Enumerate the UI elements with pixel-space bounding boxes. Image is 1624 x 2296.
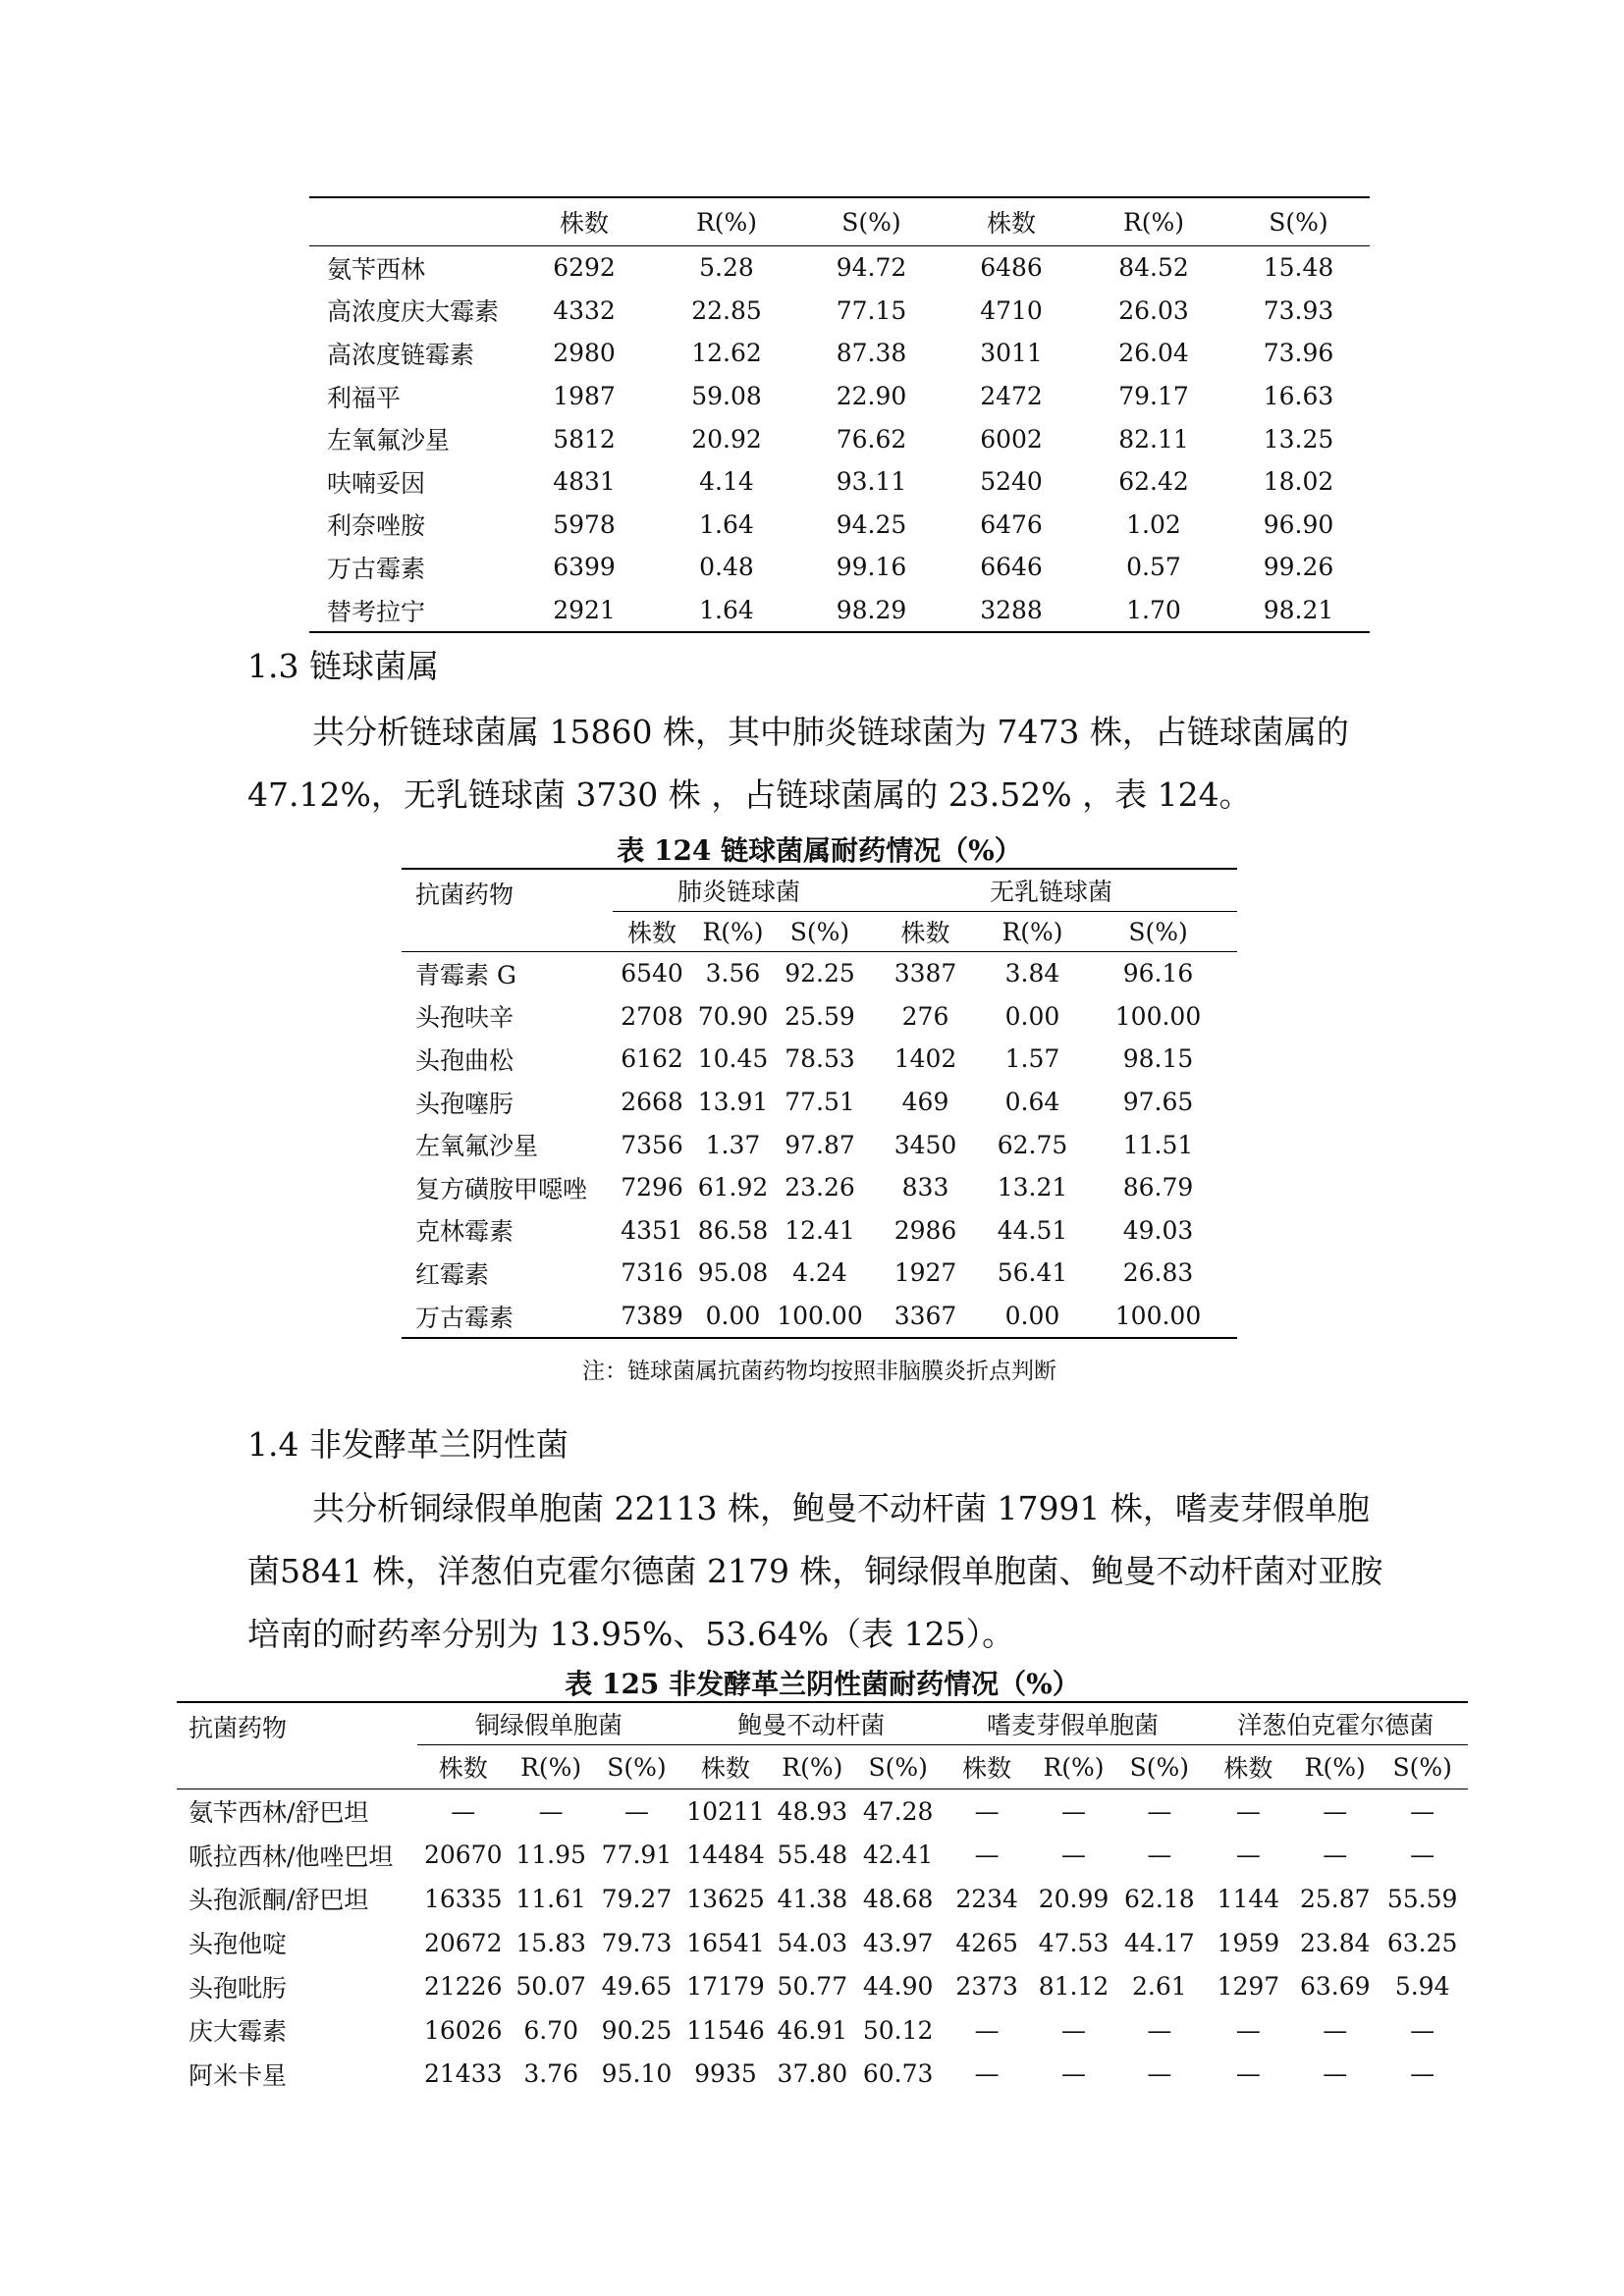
table-cell: 0.00: [691, 1295, 775, 1339]
table-cell: 79.17: [1118, 382, 1189, 411]
table-cell: 12.41: [785, 1215, 855, 1245]
column-header: 株数: [865, 912, 986, 952]
table-cell: 0.00: [1004, 1001, 1060, 1031]
table-row: [177, 2053, 1468, 2097]
table-cell: 15.83: [515, 1928, 586, 1957]
table-cell: —: [1147, 2059, 1172, 2089]
table-cell: 44.51: [997, 1215, 1068, 1245]
table-cell: 2472: [980, 382, 1043, 411]
table-cell: 20.99: [1038, 1884, 1110, 1913]
table-cell: 70.90: [697, 1001, 769, 1031]
table-cell: —: [623, 1796, 649, 1826]
drug-name-cell: 氨苄西林: [327, 254, 426, 284]
table-cell: 21226: [423, 1972, 503, 2002]
table-cell: 16026: [423, 2015, 503, 2045]
table-cell: 3.84: [1004, 959, 1060, 988]
column-header: 株数: [417, 1745, 510, 1789]
table-cell: 76.62: [836, 424, 907, 454]
table-cell: 11.51: [1122, 1130, 1194, 1159]
enterococcus-resistance-table: [309, 196, 1370, 633]
table-row: [402, 1038, 1237, 1081]
table-cell: 13.25: [1263, 424, 1334, 454]
column-header: R(%): [653, 197, 800, 246]
table-cell: 4332: [553, 295, 616, 325]
table-row: [177, 1921, 1468, 1965]
drug-name-cell: 利奈唑胺: [327, 511, 426, 541]
section-1-4-paragraph: 共分析铜绿假单胞菌 22113 株，鲍曼不动杆菌 17991 株，嗜麦芽假单胞菌5841 株，洋葱伯克霍尔德菌 2179 株，铜绿假单胞菌、鲍曼不动杆菌对亚胺培南的耐药率分别为 13.95%、53.64%（表 125）。: [247, 1489, 1383, 1653]
table-cell: —: [1147, 1841, 1172, 1870]
table-cell: 50.07: [515, 1972, 586, 2002]
table-cell: 833: [901, 1173, 949, 1202]
table-cell: 99.26: [1263, 553, 1334, 582]
table-cell: —: [1410, 2059, 1435, 2089]
table-cell: 55.48: [777, 1841, 848, 1870]
table-cell: 5978: [553, 509, 616, 539]
table-cell: 16.63: [1263, 382, 1334, 411]
table-cell: 25.59: [785, 1001, 855, 1031]
table-cell: 6162: [621, 1044, 683, 1074]
table-cell: 5812: [553, 424, 616, 454]
table-cell: 13.91: [697, 1088, 769, 1117]
table-cell: 60.73: [862, 2059, 934, 2089]
table-cell: —: [1410, 2015, 1435, 2045]
table-cell: 63.25: [1386, 1928, 1458, 1957]
column-header: S(%): [800, 197, 943, 246]
table-row: [402, 1295, 1237, 1339]
table-cell: —: [1235, 2015, 1261, 2045]
table-cell: 1.37: [705, 1130, 761, 1159]
column-header: 株数: [515, 197, 653, 246]
table-row: [309, 246, 1370, 290]
column-header: 株数: [680, 1745, 771, 1789]
table-cell: 7316: [621, 1258, 683, 1288]
table-cell: 56.41: [997, 1258, 1068, 1288]
organism-group-header: 洋葱伯克霍尔德菌: [1204, 1702, 1468, 1745]
table-cell: —: [1061, 1796, 1087, 1826]
table-cell: 1.02: [1126, 509, 1181, 539]
drug-name-cell: 红霉素: [415, 1259, 490, 1289]
drug-name-cell: 头孢吡肟: [189, 1973, 288, 2002]
table-cell: 20672: [423, 1928, 503, 1957]
section-heading-1-3: 1.3 链球菌属: [247, 647, 439, 685]
table-cell: 6476: [980, 509, 1043, 539]
table-cell: 1927: [893, 1258, 957, 1288]
table-cell: 63.69: [1299, 1972, 1371, 2002]
table-cell: 2.61: [1132, 1972, 1187, 2002]
drug-name-cell: 青霉素 G: [415, 960, 516, 989]
column-header: S(%): [1377, 1745, 1468, 1789]
table-cell: 3367: [865, 1295, 986, 1339]
column-header: R(%): [1032, 1745, 1115, 1789]
table-cell: 1.64: [653, 589, 800, 633]
drug-name-cell: 万古霉素: [402, 1295, 613, 1339]
table-cell: 11.61: [515, 1884, 586, 1913]
table-cell: —: [974, 1796, 1000, 1826]
table-cell: 98.15: [1122, 1044, 1194, 1074]
table-cell: —: [1323, 1841, 1348, 1870]
table-cell: 77.15: [836, 295, 907, 325]
table-124-caption: 表 124 链球菌属耐药情况（%）: [617, 834, 1022, 867]
table-cell: 100.00: [775, 1295, 865, 1339]
table-cell: 0.64: [1004, 1088, 1060, 1117]
table-cell: 44.90: [862, 1972, 934, 2002]
drug-name-cell: 万古霉素: [327, 554, 426, 583]
table-cell: 49.03: [1122, 1215, 1194, 1245]
column-header: 株数: [1204, 1745, 1294, 1789]
column-header: [309, 197, 515, 246]
table-cell: 48.93: [777, 1796, 848, 1826]
table-cell: 16335: [423, 1884, 503, 1913]
table-cell: 95.10: [601, 2059, 673, 2089]
table-cell: 2234: [955, 1884, 1018, 1913]
table-cell: —: [974, 2059, 1000, 2089]
drug-name-cell: 克林霉素: [415, 1217, 514, 1247]
table-cell: —: [1061, 2015, 1087, 2045]
table-cell: 10.45: [697, 1044, 769, 1074]
drug-name-cell: 庆大霉素: [189, 2017, 288, 2047]
table-cell: 50.77: [777, 1972, 848, 2002]
table-cell: 16541: [686, 1928, 765, 1957]
table-cell: 81.12: [1038, 1972, 1110, 2002]
table-cell: 2373: [955, 1972, 1018, 2002]
table-cell: 86.58: [697, 1215, 769, 1245]
table-cell: 99.16: [836, 553, 907, 582]
table-cell: 4351: [621, 1215, 683, 1245]
drug-name-cell: 头孢曲松: [415, 1045, 514, 1075]
column-header: 株数: [613, 912, 691, 952]
table-cell: 22.90: [836, 382, 907, 411]
table-cell: —: [451, 1796, 476, 1826]
table-cell: 7296: [621, 1173, 683, 1202]
table-cell: 3.76: [523, 2059, 578, 2089]
table-cell: 23.26: [785, 1173, 855, 1202]
drug-name-cell: 左氧氟沙星: [327, 426, 451, 455]
streptococcus-resistance-table: [402, 868, 1237, 1339]
column-header: 株数: [942, 1745, 1032, 1789]
drug-name-cell: 阿米卡星: [189, 2060, 288, 2090]
table-cell: —: [1235, 1796, 1261, 1826]
table-cell: 1.64: [699, 509, 754, 539]
table-cell: 11546: [686, 2015, 765, 2045]
column-header: S(%): [1227, 197, 1370, 246]
drug-name-cell: 呋喃妥因: [327, 468, 426, 498]
table-cell: 12.62: [691, 339, 762, 368]
table-cell: 6486: [980, 253, 1043, 283]
table-cell: 98.21: [1227, 589, 1370, 633]
column-header: R(%): [771, 1745, 854, 1789]
organism-group-header: 无乳链球菌: [865, 869, 1237, 912]
table-cell: —: [1323, 1796, 1348, 1826]
table-row: [309, 589, 1370, 633]
table-row: [402, 1252, 1237, 1295]
drug-name-cell: 复方磺胺甲噁唑: [415, 1174, 588, 1203]
column-header: R(%): [986, 912, 1079, 952]
table-cell: 62.18: [1124, 1884, 1195, 1913]
table-cell: 26.04: [1118, 339, 1189, 368]
table-row: [402, 995, 1237, 1039]
table-row: [177, 2008, 1468, 2053]
table-cell: 61.92: [697, 1173, 769, 1202]
column-header: S(%): [593, 1745, 680, 1789]
drug-name-cell: 头孢噻肟: [415, 1089, 514, 1118]
drug-name-cell: 利福平: [327, 383, 402, 412]
table-cell: —: [1323, 2059, 1348, 2089]
table-row: [402, 1166, 1237, 1209]
column-header: 株数: [943, 197, 1080, 246]
table-cell: 98.29: [800, 589, 943, 633]
table-cell: 49.65: [601, 1972, 673, 2002]
table-cell: 6646: [980, 553, 1043, 582]
table-cell: 276: [901, 1001, 949, 1031]
table-cell: 94.25: [836, 509, 907, 539]
table-cell: —: [1410, 1796, 1435, 1826]
table-cell: —: [1147, 1796, 1172, 1826]
table-cell: 15.48: [1263, 253, 1334, 283]
table-cell: —: [974, 1841, 1000, 1870]
table-cell: 1959: [1217, 1928, 1280, 1957]
table-cell: 1.70: [1080, 589, 1227, 633]
table-cell: 26.03: [1118, 295, 1189, 325]
table-cell: 6540: [621, 959, 683, 988]
table-cell: 96.16: [1122, 959, 1194, 988]
table-cell: 4.14: [699, 467, 754, 497]
table-cell: 18.02: [1263, 467, 1334, 497]
table-row: [309, 290, 1370, 333]
table-cell: —: [1235, 1841, 1261, 1870]
table-cell: 13.21: [997, 1173, 1068, 1202]
table-cell: 20670: [423, 1841, 503, 1870]
table-cell: 3387: [893, 959, 957, 988]
table-cell: 77.91: [601, 1841, 673, 1870]
organism-group-header: 鲍曼不动杆菌: [680, 1702, 942, 1745]
table-row: [177, 1834, 1468, 1878]
table-cell: 46.91: [777, 2015, 848, 2045]
table-header-row: [402, 869, 1237, 912]
table-cell: 92.25: [785, 959, 855, 988]
drug-name-cell: 头孢派酮/舒巴坦: [189, 1886, 369, 1915]
table-cell: 4710: [980, 295, 1043, 325]
table-row: [309, 417, 1370, 460]
table-cell: 82.11: [1118, 424, 1189, 454]
table-cell: 23.84: [1299, 1928, 1371, 1957]
column-header: S(%): [775, 912, 865, 952]
column-header: R(%): [510, 1745, 593, 1789]
table-cell: 90.25: [601, 2015, 673, 2045]
column-header: S(%): [1079, 912, 1237, 952]
table-cell: 73.96: [1263, 339, 1334, 368]
table-cell: 43.97: [862, 1928, 934, 1957]
table-row: [177, 1964, 1468, 2008]
column-header: R(%): [1293, 1745, 1377, 1789]
table-row: [402, 1081, 1237, 1124]
table-cell: 11.95: [515, 1841, 586, 1870]
table-cell: 10211: [686, 1796, 765, 1826]
table-row: [177, 1789, 1468, 1834]
column-header: S(%): [1115, 1745, 1203, 1789]
table-cell: 41.38: [777, 1884, 848, 1913]
table-cell: —: [1323, 2015, 1348, 2045]
drug-name-cell: 左氧氟沙星: [415, 1132, 539, 1161]
section-heading-1-4: 1.4 非发酵革兰阴性菌: [247, 1425, 568, 1464]
table-cell: 5240: [980, 467, 1043, 497]
table-cell: 4.24: [792, 1258, 847, 1288]
table-cell: 9935: [694, 2059, 757, 2089]
table-cell: 3011: [980, 339, 1043, 368]
table-cell: 1.57: [1004, 1044, 1060, 1074]
table-row: [402, 1209, 1237, 1253]
table-cell: 6002: [980, 424, 1043, 454]
column-header: R(%): [1080, 197, 1227, 246]
table-cell: 22.85: [691, 295, 762, 325]
table-cell: 54.03: [777, 1928, 848, 1957]
drug-column-header: 抗菌药物: [177, 1702, 417, 1789]
table-cell: 1987: [553, 382, 616, 411]
table-cell: —: [1061, 1841, 1087, 1870]
table-cell: 2921: [515, 589, 653, 633]
table-cell: 1144: [1217, 1884, 1280, 1913]
table-row: [309, 504, 1370, 547]
table-cell: —: [1235, 2059, 1261, 2089]
nonfermenter-resistance-table: [177, 1701, 1468, 2096]
table-cell: 42.41: [862, 1841, 934, 1870]
table-cell: 7389: [613, 1295, 691, 1339]
table-cell: 0.48: [699, 553, 754, 582]
column-header: R(%): [691, 912, 775, 952]
table-cell: 59.08: [691, 382, 762, 411]
table-cell: —: [1061, 2059, 1087, 2089]
table-125-caption: 表 125 非发酵革兰阴性菌耐药情况（%）: [565, 1668, 1080, 1700]
table-cell: 4831: [553, 467, 616, 497]
table-cell: 6292: [553, 253, 616, 283]
table-cell: 7356: [621, 1130, 683, 1159]
table-cell: 17179: [686, 1972, 765, 2002]
table-cell: 5.28: [699, 253, 754, 283]
table-cell: 13625: [686, 1884, 765, 1913]
table-cell: 1402: [893, 1044, 957, 1074]
table-cell: 2668: [621, 1088, 683, 1117]
table-row: [309, 332, 1370, 375]
organism-group-header: 铜绿假单胞菌: [417, 1702, 680, 1745]
section-1-3-paragraph: 共分析链球菌属 15860 株，其中肺炎链球菌为 7473 株，占链球菌属的47.12%，无乳链球菌 3730 株 ，占链球菌属的 23.52% ，表 124。: [247, 713, 1349, 814]
table-124-note: 注：链球菌属抗菌药物均按照非脑膜炎折点判断: [582, 1359, 1056, 1384]
table-cell: 78.53: [785, 1044, 855, 1074]
table-cell: 4265: [955, 1928, 1018, 1957]
table-cell: 0.57: [1126, 553, 1181, 582]
drug-name-cell: 哌拉西林/他唑巴坦: [189, 1842, 394, 1871]
table-cell: 77.51: [785, 1088, 855, 1117]
organism-group-header: 嗜麦芽假单胞菌: [942, 1702, 1203, 1745]
table-cell: 2986: [893, 1215, 957, 1245]
table-cell: 26.83: [1122, 1258, 1194, 1288]
drug-name-cell: 头孢呋辛: [415, 1003, 514, 1033]
table-cell: 79.27: [601, 1884, 673, 1913]
table-row: [402, 952, 1237, 995]
table-cell: 25.87: [1299, 1884, 1371, 1913]
table-cell: 47.53: [1038, 1928, 1110, 1957]
table-row: [402, 1123, 1237, 1166]
table-cell: 1297: [1217, 1972, 1280, 2002]
table-cell: 2980: [553, 339, 616, 368]
table-cell: —: [1147, 2015, 1172, 2045]
table-cell: 21433: [423, 2059, 503, 2089]
table-cell: —: [1410, 1841, 1435, 1870]
table-cell: 2708: [621, 1001, 683, 1031]
table-cell: 73.93: [1263, 295, 1334, 325]
table-cell: 55.59: [1386, 1884, 1458, 1913]
table-cell: 97.65: [1122, 1088, 1194, 1117]
table-cell: 93.11: [836, 467, 907, 497]
table-cell: —: [974, 2015, 1000, 2045]
table-cell: —: [538, 1796, 564, 1826]
drug-name-cell: 高浓度庆大霉素: [327, 297, 500, 327]
table-header-row: [177, 1702, 1468, 1745]
table-cell: 84.52: [1118, 253, 1189, 283]
table-cell: 37.80: [777, 2059, 848, 2089]
table-cell: 94.72: [836, 253, 907, 283]
table-cell: 3.56: [705, 959, 761, 988]
table-cell: 469: [901, 1088, 949, 1117]
table-cell: 62.42: [1118, 467, 1189, 497]
table-row: [309, 375, 1370, 418]
table-row: [177, 1877, 1468, 1921]
table-cell: 62.75: [997, 1130, 1068, 1159]
table-cell: 87.38: [836, 339, 907, 368]
drug-column-header: 抗菌药物: [402, 869, 613, 952]
table-cell: 79.73: [601, 1928, 673, 1957]
table-cell: 100.00: [1114, 1001, 1202, 1031]
table-cell: 6.70: [523, 2015, 578, 2045]
table-cell: 5.94: [1394, 1972, 1450, 2002]
table-cell: 86.79: [1122, 1173, 1194, 1202]
table-cell: 0.00: [986, 1295, 1079, 1339]
table-cell: 95.08: [697, 1258, 769, 1288]
table-cell: 44.17: [1124, 1928, 1195, 1957]
table-cell: 100.00: [1079, 1295, 1237, 1339]
table-row: [309, 460, 1370, 504]
drug-name-cell: 头孢他啶: [189, 1930, 288, 1959]
drug-name-cell: 高浓度链霉素: [327, 340, 475, 369]
table-header-row: [309, 197, 1370, 246]
column-header: S(%): [854, 1745, 942, 1789]
organism-group-header: 肺炎链球菌: [613, 869, 865, 912]
table-cell: 6399: [553, 553, 616, 582]
table-cell: 96.90: [1263, 509, 1334, 539]
table-cell: 47.28: [862, 1796, 934, 1826]
table-cell: 50.12: [862, 2015, 934, 2045]
drug-name-cell: 氨苄西林/舒巴坦: [189, 1798, 369, 1828]
table-row: [309, 546, 1370, 589]
drug-name-cell: 替考拉宁: [309, 589, 515, 633]
table-cell: 14484: [686, 1841, 765, 1870]
table-cell: 3450: [893, 1130, 957, 1159]
table-cell: 20.92: [691, 424, 762, 454]
table-cell: 3288: [943, 589, 1080, 633]
table-cell: 97.87: [785, 1130, 855, 1159]
table-cell: 48.68: [862, 1884, 934, 1913]
